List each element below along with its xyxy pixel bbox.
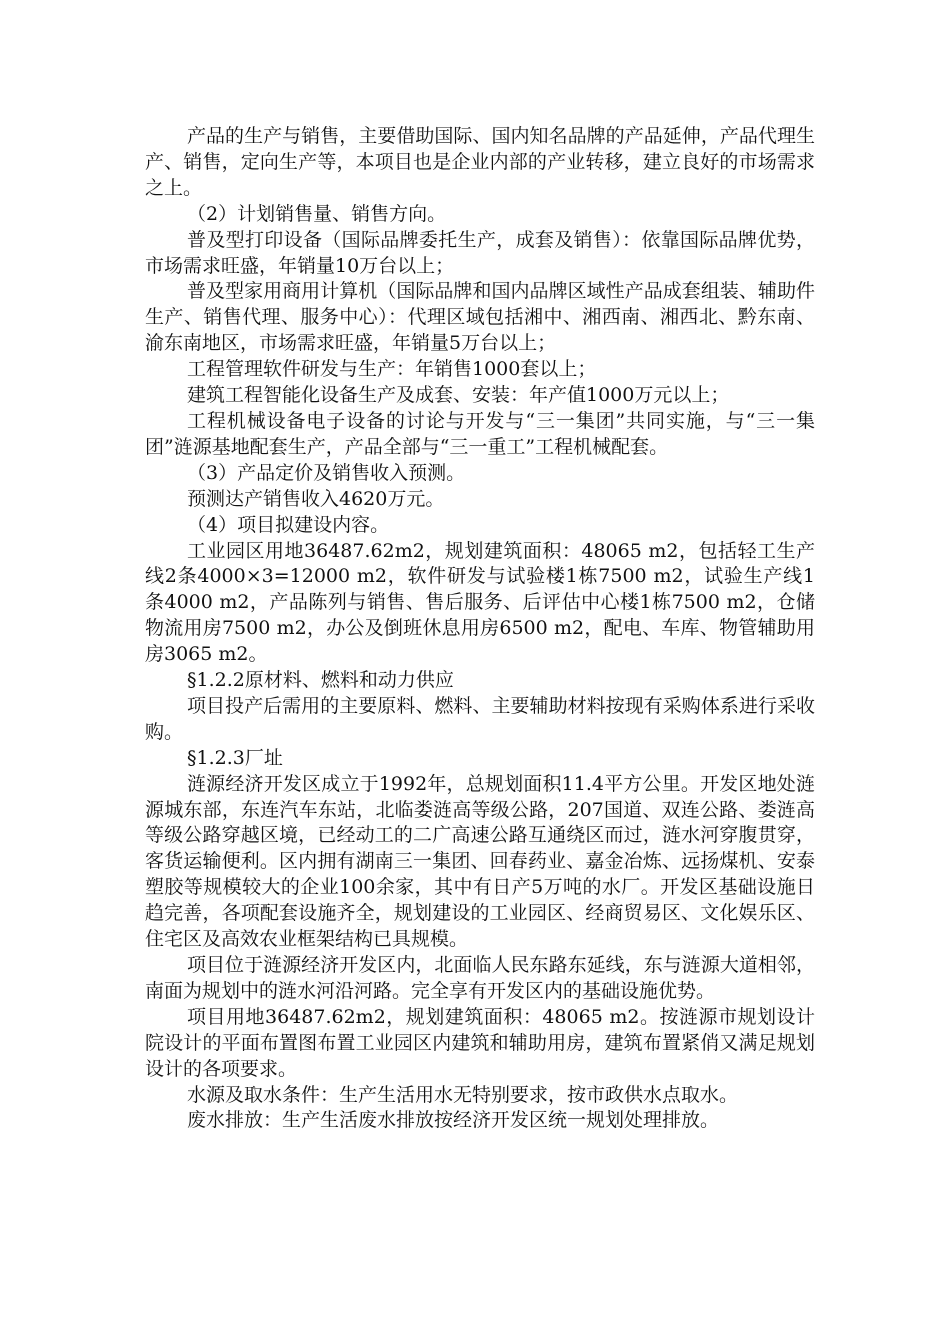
document-body xyxy=(145,124,815,1134)
paragraph-printer-equipment: 普及型打印设备（国际品牌委托生产，成套及销售）：依靠国际品牌优势，市场需求旺盛，年销量10万台以上； xyxy=(145,228,815,277)
section-heading-sales-plan: （2）计划销售量、销售方向。 xyxy=(187,202,447,225)
paragraph-machinery-electronics: 工程机械设备电子设备的讨论与开发与“三一集团”共同实施，与“三一集团”涟源基地配套生产，产品全部与“三一重工”工程机械配套。 xyxy=(145,409,815,458)
paragraph-building-intelligence: 建筑工程智能化设备生产及成套、安装：年产值1000万元以上； xyxy=(187,384,730,407)
section-heading-site: §1.2.3厂址 xyxy=(187,746,283,769)
paragraph-computers: 普及型家用商用计算机（国际品牌和国内品牌区域性产品成套组装、辅助件生产、销售代理、服务中心）：代理区域包括湘中、湘西南、湘西北、黔东南、渝东南地区，市场需求旺盛，年销量5万台以上； xyxy=(145,280,815,355)
paragraph-water-supply: 水源及取水条件：生产生活用水无特别要求，按市政供水点取水。 xyxy=(187,1083,739,1106)
section-heading-materials: §1.2.2原材料、燃料和动力供应 xyxy=(187,669,454,692)
paragraph-revenue-forecast: 预测达产销售收入4620万元。 xyxy=(187,487,445,510)
paragraph-development-zone: 涟源经济开发区成立于1992年，总规划面积11.4平方公里。开发区地处涟源城东部，东连汽车东站，北临娄涟高等级公路，207国道、双连公路、娄涟高等级公路穿越区境，已经动工的二广高速公路互通绕区而过，涟水河穿腹贯穿，客货运输便利。区内拥有湖南三一集团、回春药业、嘉金冶炼、远扬煤机、安泰塑胶等规模较大的企业100余家，其中有日产5万吨的水厂。开发区基础设施日趋完善，各项配套设施齐全，规划建设的工业园区、经商贸易区、文化娱乐区、住宅区及高效农业框架结构已具规模。 xyxy=(145,772,815,951)
section-heading-pricing: （3）产品定价及销售收入预测。 xyxy=(187,461,466,484)
section-heading-construction: （4）项目拟建设内容。 xyxy=(187,513,390,536)
paragraph-materials: 项目投产后需用的主要原料、燃料、主要辅助材料按现有采购体系进行采收购。 xyxy=(145,694,815,743)
paragraph-software: 工程管理软件研发与生产：年销售1000套以上； xyxy=(187,358,597,381)
paragraph-land-use: 工业园区用地36487.62m2，规划建筑面积：48065 m2，包括轻工生产线2条4000×3=12000 m2，软件研发与试验楼1栋7500 m2，试验生产线1条4000 m2，产品陈列与销售、售后服务、后评估中心楼1栋7500 m2，仓储物流用房7500 m2，办公及倒班休息用房6500 m2，配电、车库、物管辅助用房3065 m2。 xyxy=(145,539,815,666)
paragraph-product-sales: 产品的生产与销售，主要借助国际、国内知名品牌的产品延伸，产品代理生产、销售，定向生产等，本项目也是企业内部的产业转移，建立良好的市场需求之上。 xyxy=(145,125,815,199)
paragraph-wastewater: 废水排放：生产生活废水排放按经济开发区统一规划处理排放。 xyxy=(187,1109,720,1132)
paragraph-project-location: 项目位于涟源经济开发区内，北面临人民东路东延线，东与涟源大道相邻，南面为规划中的涟水河沿河路。完全享有开发区内的基础设施优势。 xyxy=(145,954,815,1002)
paragraph-project-land: 项目用地36487.62m2，规划建筑面积：48065 m2。按涟源市规划设计院设计的平面布置图布置工业园区内建筑和辅助用房，建筑布置紧俏又满足规划设计的各项要求。 xyxy=(145,1005,815,1080)
